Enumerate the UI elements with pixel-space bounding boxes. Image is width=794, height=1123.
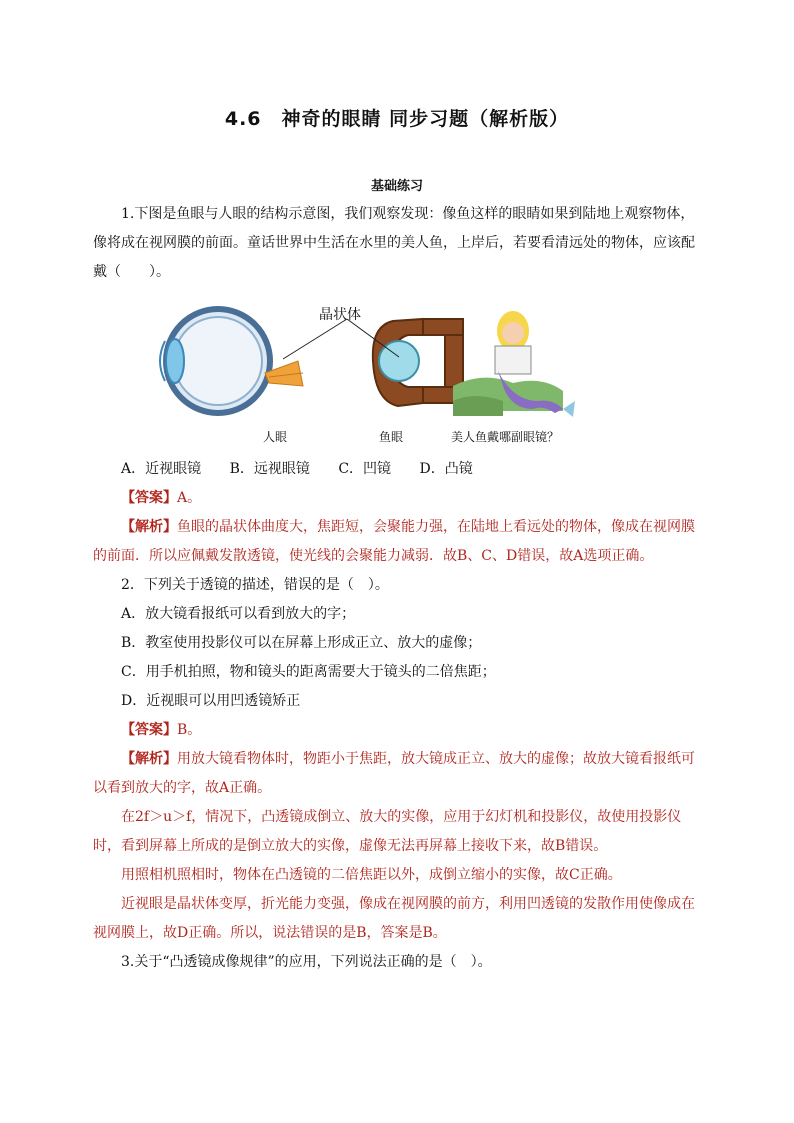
human-eye-label: 人眼	[263, 430, 288, 444]
answer-tag: 【答案】	[121, 490, 177, 506]
mermaid-illustration	[453, 311, 575, 417]
q2-analysis-2: 在2f＞u＞f，情况下，凸透镜成倒立、放大的实像，应用于幻灯机和投影仪，故使用投影仪时，看到屏幕上所成的是倒立放大的实像，虚像无法再屏幕上接收下来，故B错误。	[93, 809, 682, 854]
q2-stem: 2．下列关于透镜的描述，错误的是（ ）。	[121, 577, 389, 593]
q2-option-a: A．放大镜看报纸可以看到放大的字；	[121, 606, 356, 622]
analysis-tag: 【解析】	[121, 519, 177, 535]
fish-eye-drawing	[373, 319, 463, 406]
q1-analysis	[93, 513, 701, 571]
q2-analysis-3: 用照相机照相时，物体在凸透镜的二倍焦距以外，成倒立缩小的实像，故C正确。	[121, 867, 622, 883]
eye-figure	[93, 291, 701, 451]
answer-value: B。	[177, 722, 202, 738]
q2-option-b: B．教室使用投影仪可以在屏幕上形成正立、放大的虚像；	[121, 635, 482, 651]
lens-label: 晶状体	[319, 307, 361, 323]
analysis-text: 鱼眼的晶状体曲度大，焦距短，会聚能力强，在陆地上看远处的物体，像成在视网膜的前面．所以应佩戴发散透镜，使光线的会聚能力减弱．故B、C、D错误，故A选项正确。	[93, 519, 695, 564]
q1-stem: 1.下图是鱼眼与人眼的结构示意图，我们观察发现：像鱼这样的眼睛如果到陆地上观察物体，像将成在视网膜的前面。童话世界中生活在水里的美人鱼，上岸后，若要看清远处的物体，应该配戴（ ）。	[93, 206, 695, 280]
q1-answer	[93, 484, 701, 513]
q2-option-d: D．近视眼可以用凹透镜矫正	[121, 693, 301, 709]
section-title: 基础练习	[370, 179, 423, 194]
page-title: 4.6 神奇的眼睛 同步习题（解析版）	[224, 108, 570, 130]
mermaid-question-label: 美人鱼戴哪副眼镜？	[451, 430, 560, 444]
q2-analysis-1	[93, 745, 701, 803]
q2-analysis-4: 近视眼是晶状体变厚，折光能力变强，像成在视网膜的前方，利用凹透镜的发散作用使像成在视网膜上，故D正确。所以，说法错误的是B，答案是B。	[93, 896, 695, 941]
fish-eye-label: 鱼眼	[379, 430, 404, 444]
q2-option-c: C．用手机拍照，物和镜头的距离需要大于镜头的二倍焦距；	[121, 664, 496, 680]
q3-stem: 3.关于“凸透镜成像规律”的应用，下列说法正确的是（ ）。	[121, 954, 492, 970]
q1-option-d: D．凸镜	[419, 461, 473, 477]
q2-answer	[93, 716, 701, 745]
answer-tag: 【答案】	[121, 722, 177, 738]
q1-option-c: C．凹镜	[338, 461, 392, 477]
content	[93, 200, 701, 977]
answer-value: A。	[177, 490, 202, 506]
human-eye-drawing	[160, 309, 303, 413]
q1-options	[93, 455, 701, 484]
analysis-text: 用放大镜看物体时，物距小于焦距，放大镜成正立、放大的虚像；故放大镜看报纸可以看到放大的字，故A正确。	[93, 751, 695, 796]
q1-option-a: A．近视眼镜	[121, 461, 202, 477]
q1-option-b: B．远视眼镜	[229, 461, 310, 477]
analysis-tag: 【解析】	[121, 751, 177, 767]
